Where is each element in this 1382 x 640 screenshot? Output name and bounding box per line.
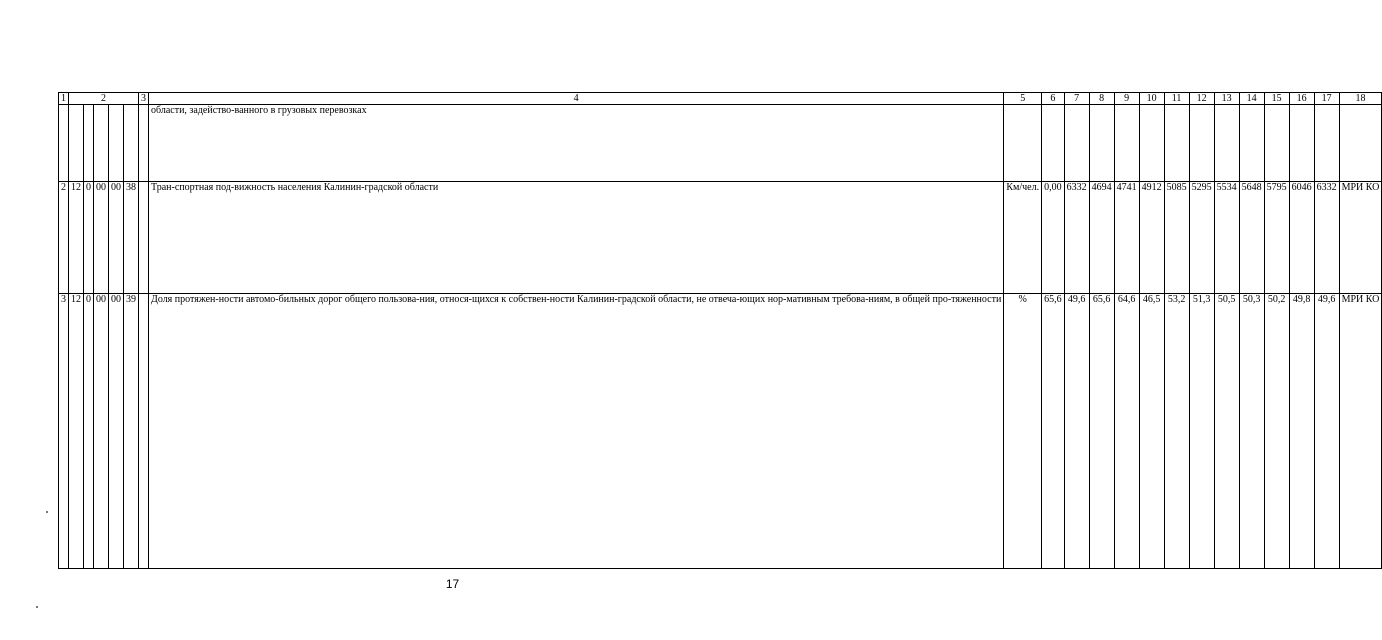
- indicator-name: Тран-спортная под-вижность населения Калинин-градской области: [149, 182, 1004, 294]
- value-cell: [1164, 105, 1189, 182]
- code-part: 00: [94, 182, 109, 294]
- value-cell: 6046: [1289, 182, 1314, 294]
- value-cell: [1139, 105, 1164, 182]
- value-cell: [1264, 105, 1289, 182]
- value-cell: 50,2: [1264, 294, 1289, 569]
- header-col-13: 13: [1214, 93, 1239, 105]
- header-col-12: 12: [1189, 93, 1214, 105]
- col3-cell: [139, 105, 149, 182]
- header-col-17: 17: [1314, 93, 1339, 105]
- value-cell: 64,6: [1114, 294, 1139, 569]
- header-col-9: 9: [1114, 93, 1139, 105]
- value-cell: 65,6: [1089, 294, 1114, 569]
- col3-cell: [139, 294, 149, 569]
- value-cell: [1042, 105, 1065, 182]
- code-part: [124, 105, 139, 182]
- code-part: 12: [69, 182, 84, 294]
- code-part: 00: [94, 294, 109, 569]
- code-part: 12: [69, 294, 84, 569]
- value-cell: [1089, 105, 1114, 182]
- code-part: 0: [84, 294, 94, 569]
- value-cell: 50,3: [1239, 294, 1264, 569]
- value-cell: 5648: [1239, 182, 1264, 294]
- header-col-5: 5: [1004, 93, 1042, 105]
- value-cell: 4912: [1139, 182, 1164, 294]
- value-cell: [1064, 105, 1089, 182]
- code-part: 39: [124, 294, 139, 569]
- table-row: [59, 182, 1382, 294]
- header-col-8: 8: [1089, 93, 1114, 105]
- header-col-15: 15: [1264, 93, 1289, 105]
- scan-speck: [46, 511, 48, 513]
- value-cell: 5085: [1164, 182, 1189, 294]
- value-cell: [1239, 105, 1264, 182]
- header-row: [59, 93, 1382, 105]
- row-number: 2: [59, 182, 69, 294]
- code-part: [69, 105, 84, 182]
- col3-cell: [139, 182, 149, 294]
- value-cell: 5534: [1214, 182, 1239, 294]
- header-col-6: 6: [1042, 93, 1065, 105]
- value-cell: 49,8: [1289, 294, 1314, 569]
- row-number: 3: [59, 294, 69, 569]
- header-col-7: 7: [1064, 93, 1089, 105]
- code-part: 00: [109, 182, 124, 294]
- header-col-18: 18: [1339, 93, 1382, 105]
- value-cell: 49,6: [1314, 294, 1339, 569]
- scan-speck: [36, 606, 38, 608]
- value-cell: 0,00: [1042, 182, 1065, 294]
- value-cell: [1114, 105, 1139, 182]
- indicator-name: Доля протяжен-ности автомо-бильных дорог общего пользова-ния, относя-щихся к собствен-ности Калинин-градской области, не отвеча-ющих нор-мативным требова-ниям, в общей про-тяженности: [149, 294, 1004, 569]
- value-cell: 53,2: [1164, 294, 1189, 569]
- row-number: [59, 105, 69, 182]
- value-cell: [1314, 105, 1339, 182]
- code-part: 00: [109, 294, 124, 569]
- value-cell: 65,6: [1042, 294, 1065, 569]
- header-col-11: 11: [1164, 93, 1189, 105]
- indicator-table: [58, 92, 1382, 569]
- header-col-4: 4: [149, 93, 1004, 105]
- unit-cell: Км/чел.: [1004, 182, 1042, 294]
- value-cell: 4694: [1089, 182, 1114, 294]
- responsible-cell: МРИ КО: [1339, 294, 1382, 569]
- value-cell: 51,3: [1189, 294, 1214, 569]
- page-number: 17: [445, 577, 460, 591]
- value-cell: 49,6: [1064, 294, 1089, 569]
- header-col-16: 16: [1289, 93, 1314, 105]
- value-cell: 46,5: [1139, 294, 1164, 569]
- value-cell: 4741: [1114, 182, 1139, 294]
- code-part: [84, 105, 94, 182]
- header-col-2: 2: [69, 93, 139, 105]
- table-row: [59, 294, 1382, 569]
- header-col-10: 10: [1139, 93, 1164, 105]
- value-cell: [1214, 105, 1239, 182]
- value-cell: [1289, 105, 1314, 182]
- indicator-name: области, задейство-ванного в грузовых перевозках: [149, 105, 1004, 182]
- code-part: [94, 105, 109, 182]
- header-col-14: 14: [1239, 93, 1264, 105]
- responsible-cell: [1339, 105, 1382, 182]
- code-part: 38: [124, 182, 139, 294]
- value-cell: 6332: [1314, 182, 1339, 294]
- value-cell: 6332: [1064, 182, 1089, 294]
- responsible-cell: МРИ КО: [1339, 182, 1382, 294]
- header-col-3: 3: [139, 93, 149, 105]
- code-part: [109, 105, 124, 182]
- value-cell: 5795: [1264, 182, 1289, 294]
- unit-cell: %: [1004, 294, 1042, 569]
- value-cell: 5295: [1189, 182, 1214, 294]
- code-part: 0: [84, 182, 94, 294]
- header-col-1: 1: [59, 93, 69, 105]
- table-row: [59, 105, 1382, 182]
- unit-cell: [1004, 105, 1042, 182]
- value-cell: 50,5: [1214, 294, 1239, 569]
- value-cell: [1189, 105, 1214, 182]
